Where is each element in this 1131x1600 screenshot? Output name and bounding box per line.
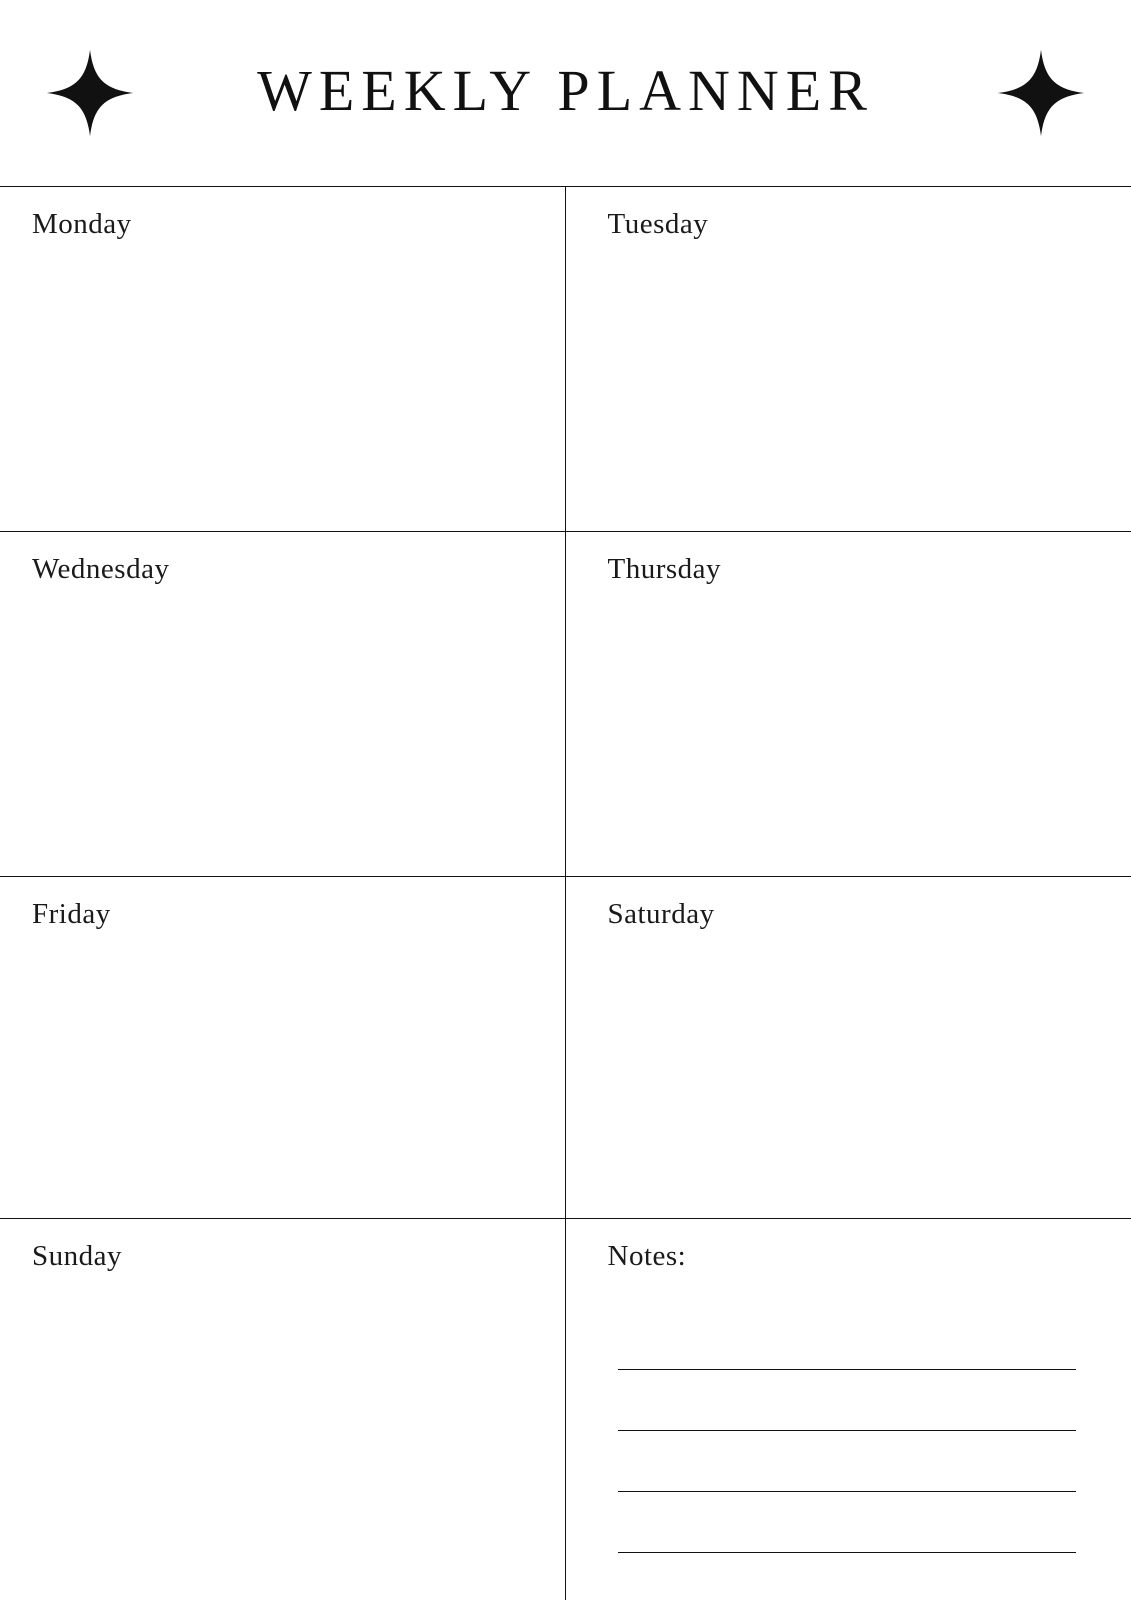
day-cell-sunday[interactable] <box>0 1219 566 1600</box>
day-label: Saturday <box>607 898 715 930</box>
day-cell-wednesday[interactable] <box>0 532 566 876</box>
day-cell-friday[interactable] <box>0 877 566 1218</box>
day-label: Monday <box>32 208 132 240</box>
day-cell-tuesday[interactable] <box>566 187 1131 531</box>
day-cell-saturday[interactable] <box>566 877 1131 1218</box>
note-line[interactable] <box>618 1309 1077 1370</box>
note-line[interactable] <box>618 1431 1077 1492</box>
note-line[interactable] <box>618 1370 1077 1431</box>
four-point-star-icon <box>45 48 135 138</box>
planner-row <box>0 877 1131 1219</box>
page-header <box>0 0 1131 186</box>
planner-row <box>0 532 1131 877</box>
notes-label: Notes: <box>607 1240 687 1272</box>
day-label: Tuesday <box>607 208 709 240</box>
planner-row <box>0 1219 1131 1600</box>
day-label: Thursday <box>607 553 722 585</box>
planner-row <box>0 187 1131 532</box>
day-cell-thursday[interactable] <box>566 532 1131 876</box>
day-label: Sunday <box>32 1240 122 1272</box>
four-point-star-icon <box>996 48 1086 138</box>
note-line[interactable] <box>618 1492 1077 1553</box>
day-label: Wednesday <box>32 553 170 585</box>
day-label: Friday <box>32 898 111 930</box>
notes-cell[interactable] <box>566 1219 1131 1600</box>
planner-grid <box>0 186 1131 1600</box>
day-cell-monday[interactable] <box>0 187 566 531</box>
notes-lines <box>618 1309 1077 1553</box>
page-title: WEEKLY PLANNER <box>257 57 874 123</box>
